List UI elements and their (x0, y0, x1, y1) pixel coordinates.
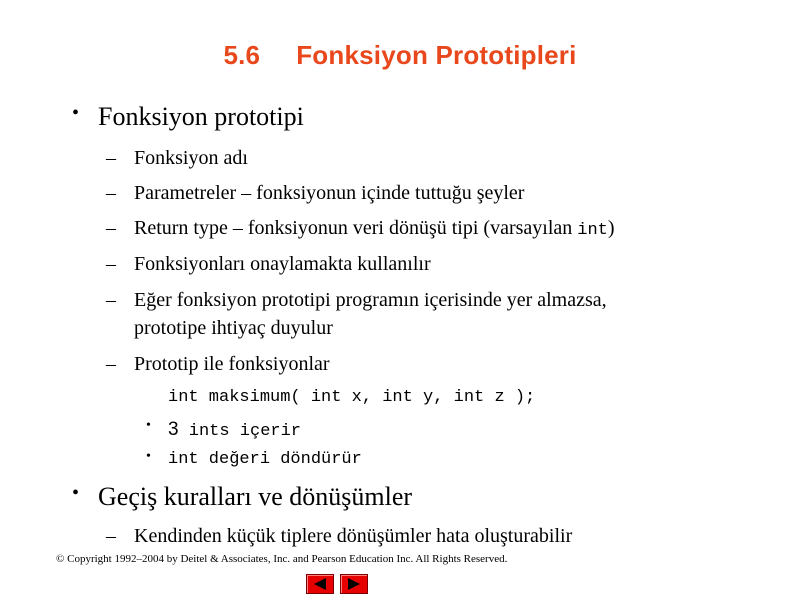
dash-icon: – (106, 253, 116, 275)
subitem-text: Parametreler – fonksiyonun içinde tuttuğu şeyler (134, 182, 525, 204)
subitem-text: Fonksiyonları onaylamakta kullanılır (134, 253, 431, 275)
dash-icon: – (106, 289, 116, 311)
dash-icon: – (106, 353, 116, 375)
bullet-text: Geçiş kuralları ve dönüşümler (98, 482, 413, 511)
subitem-text: Kendinden küçük tiplere dönüşümler hata oluşturabilir (134, 525, 573, 547)
subitem-text-line2: prototipe ihtiyaç duyulur (134, 317, 333, 339)
subitem-text-line1: Eğer fonksiyon prototipi programın içerisinde yer almazsa, (134, 289, 607, 311)
subitem-text (134, 214, 615, 245)
dash-icon: – (106, 182, 116, 204)
dash-icon: – (106, 525, 116, 547)
dash-icon: – (106, 217, 116, 239)
sub-sub-item-text: int değeri döndürür (168, 450, 362, 469)
copyright-footer: © Copyright 1992–2004 by Deitel & Associates, Inc. and Pearson Education Inc. All Rights Reserved. (56, 553, 508, 565)
bullet-dot-icon: • (72, 102, 80, 124)
count-prefix: 3 (168, 419, 179, 440)
code-line: int maksimum( int x, int y, int z ); (168, 388, 536, 407)
bullet-dot-icon: • (72, 482, 80, 504)
subitem-text-before: Return type – fonksiyonun veri dönüşü tipi (varsayılan (134, 217, 578, 239)
triangle-right-icon (346, 577, 362, 591)
slide-title (0, 40, 800, 71)
sub-sub-item-text (168, 419, 301, 441)
sub-sub-item-code: ints içerir (178, 422, 301, 441)
section-number: 5.6 (223, 40, 261, 70)
previous-slide-button[interactable] (306, 574, 334, 594)
title-text: Fonksiyon Prototipleri (296, 40, 577, 70)
bullet-dot-icon: • (146, 449, 151, 464)
code-int: int (577, 221, 608, 240)
bullet-text: Fonksiyon prototipi (98, 102, 304, 131)
subitem-text: Fonksiyon adı (134, 147, 248, 169)
subitem-text: Prototip ile fonksiyonlar (134, 353, 330, 375)
dash-icon: – (106, 147, 116, 169)
subitem-text-after: ) (607, 217, 615, 239)
triangle-left-icon (312, 577, 328, 591)
next-slide-button[interactable] (340, 574, 368, 594)
bullet-dot-icon: • (146, 418, 151, 433)
